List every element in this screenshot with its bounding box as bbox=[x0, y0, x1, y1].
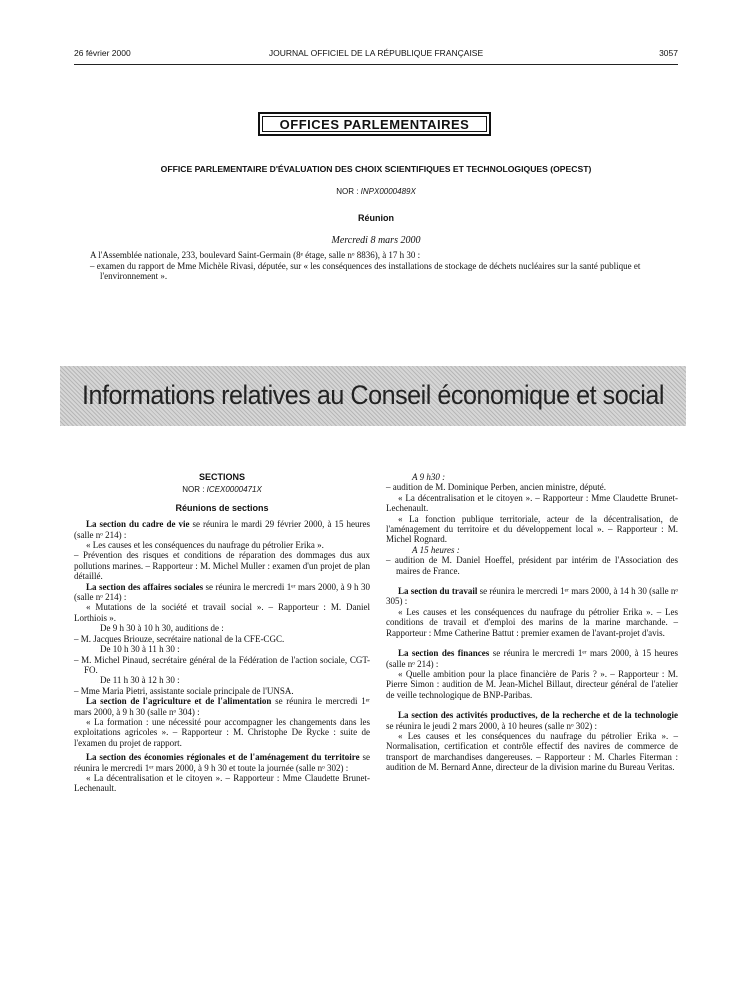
section-name: La section de l'agriculture et de l'alimentation bbox=[86, 696, 272, 707]
paragraph bbox=[74, 752, 370, 773]
paragraph: « Mutations de la société et travail social ». – Rapporteur : M. Daniel Lorthiois ». bbox=[74, 602, 370, 623]
ces-banner bbox=[60, 366, 686, 426]
paragraph: A 15 heures : bbox=[412, 544, 460, 555]
page-header bbox=[74, 48, 678, 62]
nor-label: NOR : bbox=[182, 485, 205, 495]
paragraph: « Les causes et les conséquences du naufrage du pétrolier Erika ». bbox=[86, 540, 324, 551]
paragraph bbox=[74, 519, 370, 540]
office-name: OFFICE PARLEMENTAIRE D'ÉVALUATION DES CHOIX SCIENTIFIQUES ET TECHNOLOGIQUES (OPECST) bbox=[160, 164, 592, 174]
page-number: 3057 bbox=[659, 48, 678, 58]
nor-label: NOR : bbox=[336, 187, 359, 196]
sections-title: SECTIONS bbox=[198, 472, 245, 482]
intro-line: – examen du rapport de Mme Michèle Rivasi, députée, sur « les conséquences des installations de stockage de déchets nucléaires sur la santé publique et l'environnement ». bbox=[90, 260, 641, 281]
paragraph: « Les causes et les conséquences du naufrage du pétrolier Erika ». – Normalisation, certification et contrôle effectif des navires de commerce de transport de marchandises dangereuses. – Rapporteur : M. Charles Fiterman : audition de M. Bernard Anne, directeur de la division marine du Bureau Veritas. bbox=[386, 730, 678, 773]
section-name: La section des économies régionales et de l'aménagement du territoire bbox=[86, 752, 360, 763]
paragraph-text: se réunira le mardi 29 février 2000, à 15 heures (salle nᵒ 214) : bbox=[74, 519, 370, 540]
issue-date: 26 février 2000 bbox=[74, 48, 131, 58]
right-column bbox=[386, 472, 678, 773]
meeting-intro bbox=[90, 250, 680, 282]
paragraph: De 11 h 30 à 12 h 30 : bbox=[100, 675, 180, 686]
paragraph bbox=[74, 696, 370, 717]
paragraph-text: se réunira le mercredi 1ᵉʳ mars 2000, à 14 h 30 (salle nᵒ 305) : bbox=[386, 586, 678, 607]
paragraph: – M. Michel Pinaud, secrétaire général de la Fédération de l'action sociale, CGT-FO. bbox=[74, 654, 370, 675]
paragraph-text: se réunira le jeudi 2 mars 2000, à 10 heures (salle nᵒ 302) : bbox=[386, 720, 598, 731]
paragraph: De 9 h 30 à 10 h 30, auditions de : bbox=[100, 623, 224, 634]
office-nor bbox=[74, 187, 678, 196]
section-name: La section des affaires sociales bbox=[86, 581, 204, 592]
paragraph bbox=[386, 710, 678, 731]
journal-title: JOURNAL OFFICIEL DE LA RÉPUBLIQUE FRANÇAISE bbox=[268, 48, 484, 58]
nor-code: ICEX0000471X bbox=[206, 485, 262, 495]
paragraph: « La fonction publique territoriale, acteur de la décentralisation, de l'aménagement du territoire et du développement local ». – Rapporteur : M. Michel Rognard. bbox=[386, 513, 678, 545]
nor-code: INPX0000489X bbox=[360, 187, 416, 196]
paragraph: De 10 h 30 à 11 h 30 : bbox=[100, 644, 180, 655]
meeting-date: Mercredi 8 mars 2000 bbox=[331, 235, 421, 246]
paragraph: – M. Jacques Briouze, secrétaire national de la CFE-CGC. bbox=[74, 633, 285, 644]
section-name: La section du travail bbox=[398, 586, 478, 597]
paragraph: « La décentralisation et le citoyen ». – Rapporteur : Mme Claudette Brunet-Lechenault. bbox=[386, 492, 678, 514]
offices-box-title: OFFICES PARLEMENTAIRES bbox=[262, 116, 487, 132]
paragraph-text: se réunira le mercredi 1ᵉʳ mars 2000, à 9 h 30 (salle nᵒ 304) : bbox=[74, 696, 370, 717]
paragraph: « La formation : une nécessité pour accompagner les changements dans les exploitations agricoles ». – Rapporteur : M. Christophe De Rycke : suite de l'examen du projet de rapport. bbox=[74, 716, 370, 748]
paragraph: « Quelle ambition pour la place financière de Paris ? ». – Rapporteur : M. Pierre Simon : audition de M. Jean-Michel Billaut, directeur général de l'atelier de veille technologique de BNP-Paribas. bbox=[386, 668, 678, 700]
section-name: La section du cadre de vie bbox=[86, 519, 190, 530]
paragraph: « Les causes et les conséquences du naufrage du pétrolier Erika ». – Les conditions de travail et d'emploi des marins de la marine marchande. – Rapporteur : Mme Catherine Battut : premier examen de l'avant-projet d'avis. bbox=[386, 606, 678, 638]
offices-box bbox=[258, 112, 491, 136]
paragraph: – audition de M. Dominique Perben, ancien ministre, député. bbox=[386, 482, 606, 493]
paragraph: « La décentralisation et le citoyen ». – Rapporteur : Mme Claudette Brunet-Lechenault. bbox=[74, 772, 370, 794]
sections-subtitle: Réunions de sections bbox=[175, 502, 269, 513]
paragraph bbox=[386, 586, 678, 607]
banner-title: Informations relatives au Conseil économique et social bbox=[81, 380, 665, 410]
paragraph: – Prévention des risques et conditions de réparation des dommages dus aux pollutions marines. – Rapporteur : M. Michel Muller : examen d'un projet de plan détaillé. bbox=[74, 550, 370, 582]
paragraph bbox=[74, 582, 370, 603]
paragraph: – Mme Maria Pietri, assistante sociale principale de l'UNSA. bbox=[74, 685, 294, 696]
paragraph-text: se réunira le mercredi 1ᵉʳ mars 2000, à 15 heures (salle nᵒ 214) : bbox=[386, 648, 678, 669]
ces-nor bbox=[74, 485, 370, 495]
section-name: La section des activités productives, de la recherche et de la technologie bbox=[398, 710, 678, 721]
paragraph-text: se réunira le mercredi 1ᵉʳ mars 2000, à 9 h 30 (salle nᵒ 214) : bbox=[74, 581, 370, 603]
section-name: La section des finances bbox=[398, 648, 490, 659]
paragraph bbox=[386, 648, 678, 669]
paragraph: – audition de M. Daniel Hoeffel, président par intérim de l'Association des maires de France. bbox=[386, 555, 678, 576]
paragraph-text: se réunira le mercredi 1ᵉʳ mars 2000, à 9 h 30 et toute la journée (salle nᵒ 302) : bbox=[74, 752, 370, 773]
paragraph: A 9 h30 : bbox=[412, 472, 446, 482]
left-column bbox=[74, 472, 370, 794]
meeting-heading: Réunion bbox=[358, 213, 394, 223]
header-rule bbox=[74, 64, 678, 65]
intro-line: A l'Assemblée nationale, 233, boulevard Saint-Germain (8ᵉ étage, salle nᵒ 8836), à 17 h 30 : bbox=[90, 250, 421, 260]
